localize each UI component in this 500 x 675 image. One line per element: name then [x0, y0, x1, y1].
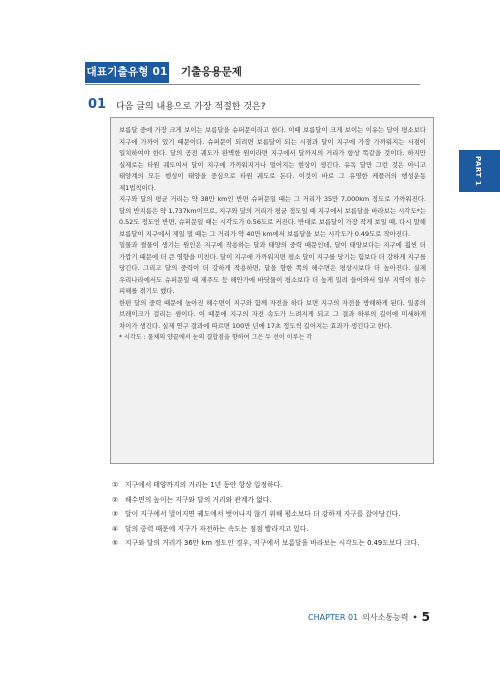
- choice-number: ②: [112, 495, 119, 504]
- section-header: [85, 62, 420, 85]
- footer-chapter: CHAPTER 01: [308, 612, 359, 622]
- passage-footnote: * 시각도 : 물체의 양끝에서 눈의 결합점을 향하여 그은 두 선이 이루는 각: [119, 334, 313, 341]
- choice-number: ⑤: [112, 539, 119, 547]
- passage-box: [110, 117, 434, 464]
- choice-text: 달의 중력 때문에 지구가 자전하는 속도는 점점 빨라지고 있다.: [125, 524, 309, 533]
- answer-choice[interactable]: [112, 479, 432, 493]
- passage-paragraph: 밀물과 썰물이 생기는 원인은 지구에 작용하는 달과 태양의 중력 때문인데, 달이 태양보다는 지구에 훨씬 더 가깝기 때문에 더 큰 영향을 미친다. 달이 지구에 가까워지면 평소 달이 지구를 당기는 힘보다 더 강하게 지구를 당긴다. 그리고 달의 중력이 더 강하게 작용하면, 달을 향한 쪽의 해수면은 평상시보다 더 높아진다. 실제 우리나라에서도 슈퍼문일 때 제주도 등 해안가에 바닷물이 평소보다 더 높게 밀려 들어와서 일부 지역이 침수 피해를 겪기도 했다.: [119, 241, 426, 295]
- passage-paragraph: 보름달 중에 가장 크게 보이는 보름달을 슈퍼문이라고 한다. 이때 보름달이 크게 보이는 이유는 달이 평소보다 지구에 가까이 있기 때문이다. 슈퍼문이 되려면 보름달이 되는 시점과 달이 지구에 가장 가까워지는 시점이 일치하여야 한다. 달의 공전 궤도가 완벽한 원이라면 지구에서 달까지의 거리가 항상 똑같을 것이다. 하지만 실제로는 타원 궤도여서 달이 지구에 가까워지거나 멀어지는 현상이 생긴다. 유독 달만 그런 것은 아니고 태양계의 모든 행성이 태양을 중심으로 타원 궤도로 돈다. 이것이 바로 그 유명한 케플러의 행성운동 제1법칙이다.: [119, 126, 426, 192]
- choice-text: 달이 지구에서 멀어지면 궤도에서 벗어나지 않기 위해 평소보다 더 강하게 지구를 잡아당긴다.: [125, 510, 401, 518]
- footer-section: 의사소통능력: [362, 612, 409, 622]
- section-title: 기출응용문제: [181, 66, 242, 78]
- page-footer: [308, 610, 430, 624]
- answer-choice[interactable]: [112, 508, 432, 522]
- section-type-tag: 대표기출유형 01: [85, 62, 169, 83]
- question-prompt: 다음 글의 내용으로 가장 적절한 것은?: [116, 102, 266, 112]
- page-number: 5: [421, 610, 430, 624]
- passage-paragraph: 지구와 달의 평균 거리는 약 38만 km인 반면 슈퍼문일 때는 그 거리가 35만 7,000km 정도로 가까워진다. 달의 반지름은 약 1,737km이므로, 지구와 달의 거리가 평균 정도일 때 지구에서 보름달을 바라보는 시각도*는 0.52도 정도인 반면, 슈퍼문일 때는 시각도가 0.56도로 커진다. 반대로 보름달이 가장 작게 보일 때, 다시 말해 보름달이 지구에서 제일 멀 때는 그 거리가 약 40만 km에서 보름달을 보는 시각도가 0.49도로 작아진다.: [119, 195, 426, 238]
- choice-number: ④: [112, 524, 119, 533]
- part-label: PART 1: [474, 156, 482, 187]
- choice-number: ③: [112, 510, 119, 518]
- question-number: 01: [88, 97, 107, 112]
- answer-choice[interactable]: [112, 537, 432, 551]
- passage-paragraph: 한편 달의 중력 때문에 높아진 해수면이 지구와 함께 자전을 하다 보면 지구의 자전을 방해하게 된다. 일종의 브레이크가 걸리는 셈이다. 이 때문에 지구의 자전 속도가 느려지게 되고 그 결과 하루의 길이에 미세하게 차이가 생긴다. 실제 연구 결과에 따르면 100만 년에 17초 정도씩 길어지는 효과가 생긴다고 한다.: [119, 298, 426, 330]
- answer-choice[interactable]: [112, 523, 432, 537]
- answer-choices: [112, 479, 432, 552]
- answer-choice[interactable]: [112, 494, 432, 508]
- choice-number: ①: [112, 481, 119, 489]
- footer-separator: •: [412, 612, 418, 622]
- choice-text: 해수면의 높이는 지구와 달의 거리와 관계가 없다.: [125, 495, 272, 504]
- part-side-tab: [459, 150, 500, 192]
- choice-text: 지구에서 태양까지의 거리는 1년 동안 항상 일정하다.: [125, 481, 283, 489]
- choice-text: 지구와 달의 거리가 36만 km 정도인 경우, 지구에서 보름달을 바라보는 시각도는 0.49도보다 크다.: [125, 539, 420, 547]
